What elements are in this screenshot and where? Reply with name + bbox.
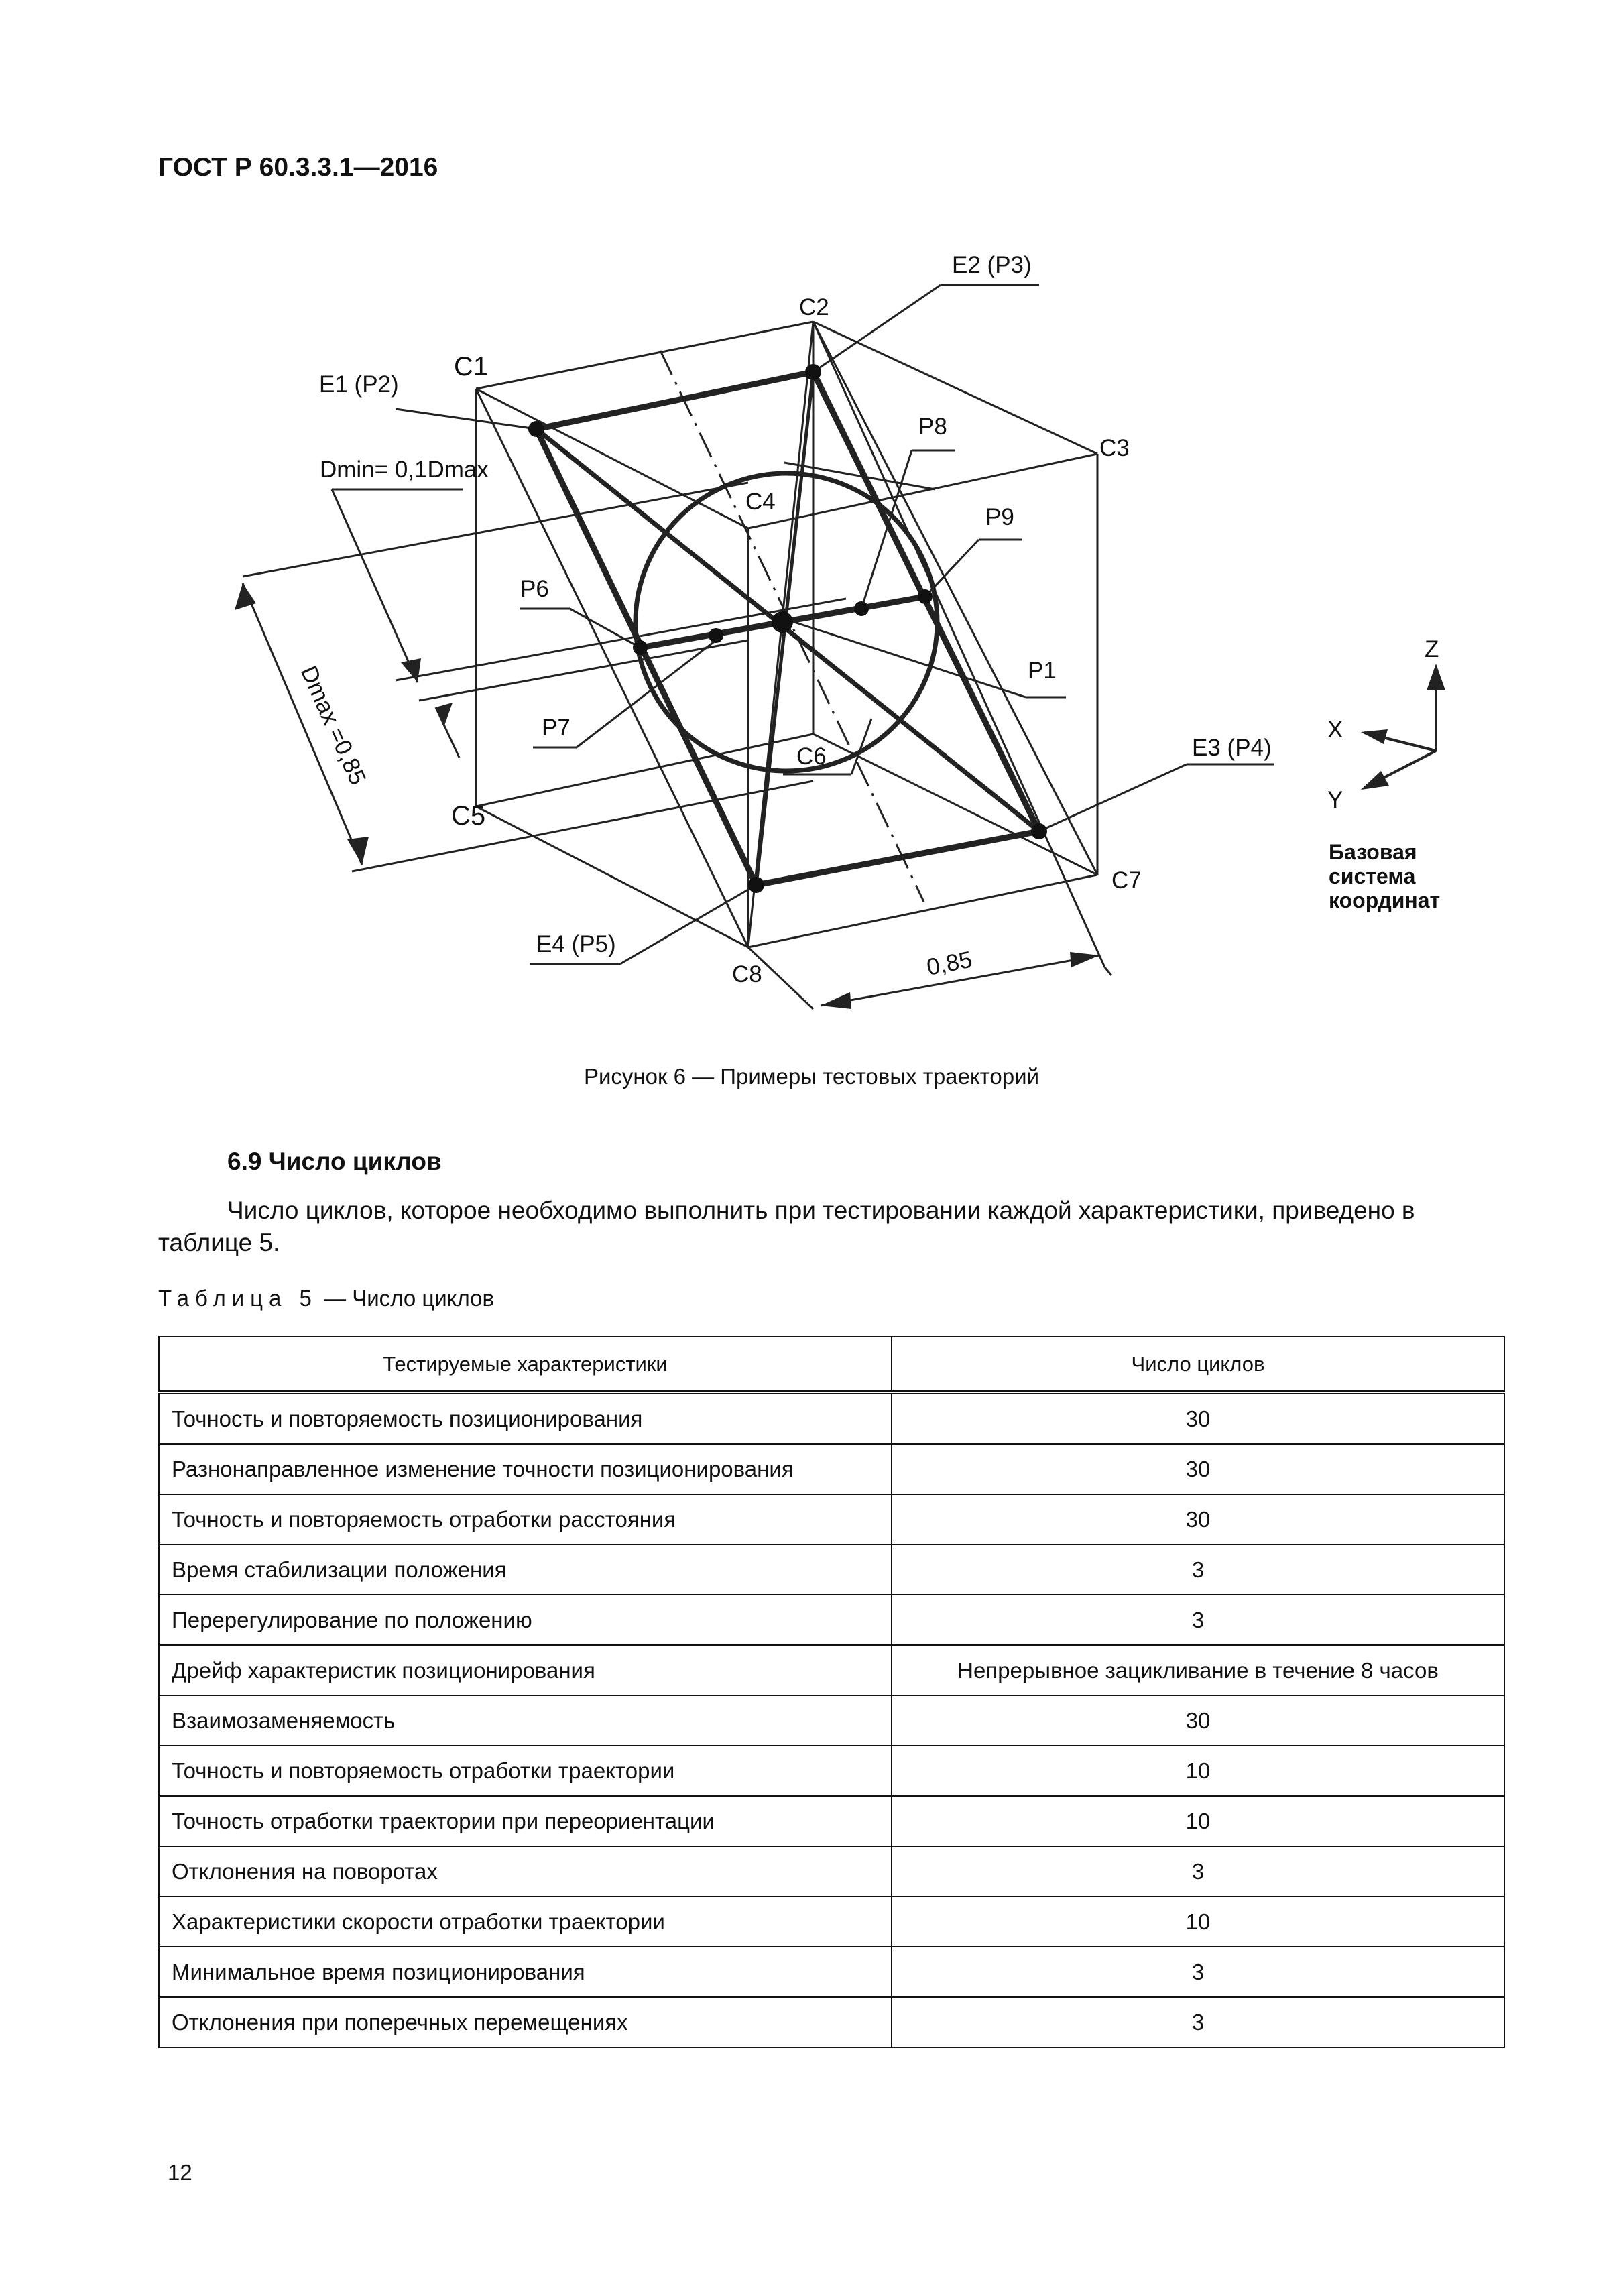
document-code: ГОСТ Р 60.3.3.1—2016 [158,153,438,182]
label-base-system-3: координат [1329,888,1441,912]
header-cycles: Число циклов [892,1337,1504,1392]
table-caption [158,1286,494,1311]
point-e3 [1031,823,1047,839]
dimension-arrowhead [821,992,851,1009]
label-base-system-2: система [1329,864,1416,888]
label-p7: P7 [542,715,570,741]
label-c3: C3 [1099,435,1130,461]
cell-characteristic: Дрейф характеристик позиционирования [159,1645,892,1695]
leader-line [620,885,756,964]
cell-characteristic: Точность и повторяемость позиционирования [159,1392,892,1444]
leader-line [396,409,536,429]
point-e2 [805,364,821,380]
label-axis-z: Z [1425,636,1439,662]
cell-characteristic: Разнонаправленное изменение точности позиционирования [159,1444,892,1494]
table-row [159,1896,1504,1947]
point-p1 [772,611,793,633]
leader-line [813,285,941,372]
point-p9 [918,589,933,604]
table-row [159,1947,1504,1997]
point-p7 [709,628,723,643]
extension-line [419,640,748,701]
table-caption-title: — Число циклов [317,1286,494,1311]
plane-line [748,322,813,947]
cube-edge [748,875,1097,947]
label-c8: C8 [732,961,762,987]
label-e1: E1 (P2) [319,371,399,398]
label-c4: C4 [745,489,776,515]
cell-characteristic: Отклонения на поворотах [159,1846,892,1896]
table-row [159,1545,1504,1595]
dimension-arrowhead [347,837,369,865]
point-p6 [633,640,648,655]
section-paragraph: Число циклов, которое необходимо выполнить при тестировании каждой характеристики, приведено в таблице 5. [158,1197,1415,1256]
cell-cycles: 10 [892,1746,1504,1796]
point-e1 [528,421,544,437]
figure-caption: Рисунок 6 — Примеры тестовых траекторий [583,1064,1039,1089]
table-row [159,1846,1504,1896]
cell-characteristic: Отклонения при поперечных перемещениях [159,1997,892,2047]
table-row [159,1746,1504,1796]
label-e4: E4 (P5) [536,931,616,957]
test-trajectories-figure [0,0,1623,1086]
leader-line [1039,764,1187,831]
plane-line [813,322,1105,967]
label-e2: E2 (P3) [952,252,1032,278]
plane-line [476,389,748,947]
table-row [159,1595,1504,1645]
axis-arrowhead [1361,771,1389,790]
cube-edge [476,322,813,389]
leader-line [925,540,979,597]
label-p8: P8 [918,414,947,440]
page-number: 12 [168,2160,192,2185]
cell-characteristic: Точность и повторяемость отработки траектории [159,1746,892,1796]
label-dim-085: 0,85 [924,946,975,981]
cell-cycles: 30 [892,1695,1504,1746]
table-caption-label: Таблица 5 [158,1286,318,1311]
table-row [159,1392,1504,1444]
label-c6: C6 [796,743,827,770]
cell-cycles: 30 [892,1444,1504,1494]
table-row [159,1695,1504,1746]
point-p8 [854,601,869,616]
label-p9: P9 [985,504,1014,530]
label-c1: C1 [454,352,489,381]
cell-cycles: Непрерывное зацикливание в течение 8 часов [892,1645,1504,1695]
label-axis-x: X [1327,717,1343,743]
section-heading: 6.9 Число циклов [227,1148,442,1175]
cell-cycles: 3 [892,1947,1504,1997]
cell-cycles: 30 [892,1392,1504,1444]
cell-cycles: 3 [892,1595,1504,1645]
cell-characteristic: Взаимозаменяемость [159,1695,892,1746]
cell-characteristic: Точность отработки траектории при переориентации [159,1796,892,1846]
plane-line [813,322,1097,875]
label-axis-y: Y [1327,787,1343,813]
label-c5: C5 [451,801,486,831]
cell-cycles: 3 [892,1846,1504,1896]
header-characteristics: Тестируемые характеристики [159,1337,892,1392]
extension-line [243,483,748,577]
extension-line [1105,967,1111,975]
table-row [159,1997,1504,2047]
table-row [159,1796,1504,1846]
cell-cycles: 3 [892,1545,1504,1595]
label-c2: C2 [799,294,829,320]
cell-characteristic: Время стабилизации положения [159,1545,892,1595]
cube-edge [813,322,1097,454]
label-c7: C7 [1111,867,1142,894]
label-p1: P1 [1028,658,1057,684]
cell-characteristic: Перерегулирование по положению [159,1595,892,1645]
cube-edge [476,806,748,947]
label-e3: E3 (P4) [1192,735,1272,761]
cell-cycles: 3 [892,1997,1504,2047]
cell-characteristic: Минимальное время позиционирования [159,1947,892,1997]
cell-cycles: 10 [892,1896,1504,1947]
dimension-line [332,489,418,682]
point-e4 [748,877,764,893]
cell-characteristic: Точность и повторяемость отработки расстояния [159,1494,892,1545]
label-base-system-1: Базовая [1329,840,1417,864]
table-row [159,1645,1504,1695]
cycles-table [158,1336,1505,2048]
table-row [159,1444,1504,1494]
label-dmin: Dmin= 0,1Dmax [320,457,489,483]
cell-cycles: 30 [892,1494,1504,1545]
label-p6: P6 [520,576,549,602]
label-dmax: Dmax =0,85 [295,662,371,789]
table-row [159,1494,1504,1545]
cell-cycles: 10 [892,1796,1504,1846]
cell-characteristic: Характеристики скорости отработки траектории [159,1896,892,1947]
axis-arrowhead [1427,664,1445,690]
dimension-arrowhead [1070,952,1099,967]
table-header-row [159,1337,1504,1392]
